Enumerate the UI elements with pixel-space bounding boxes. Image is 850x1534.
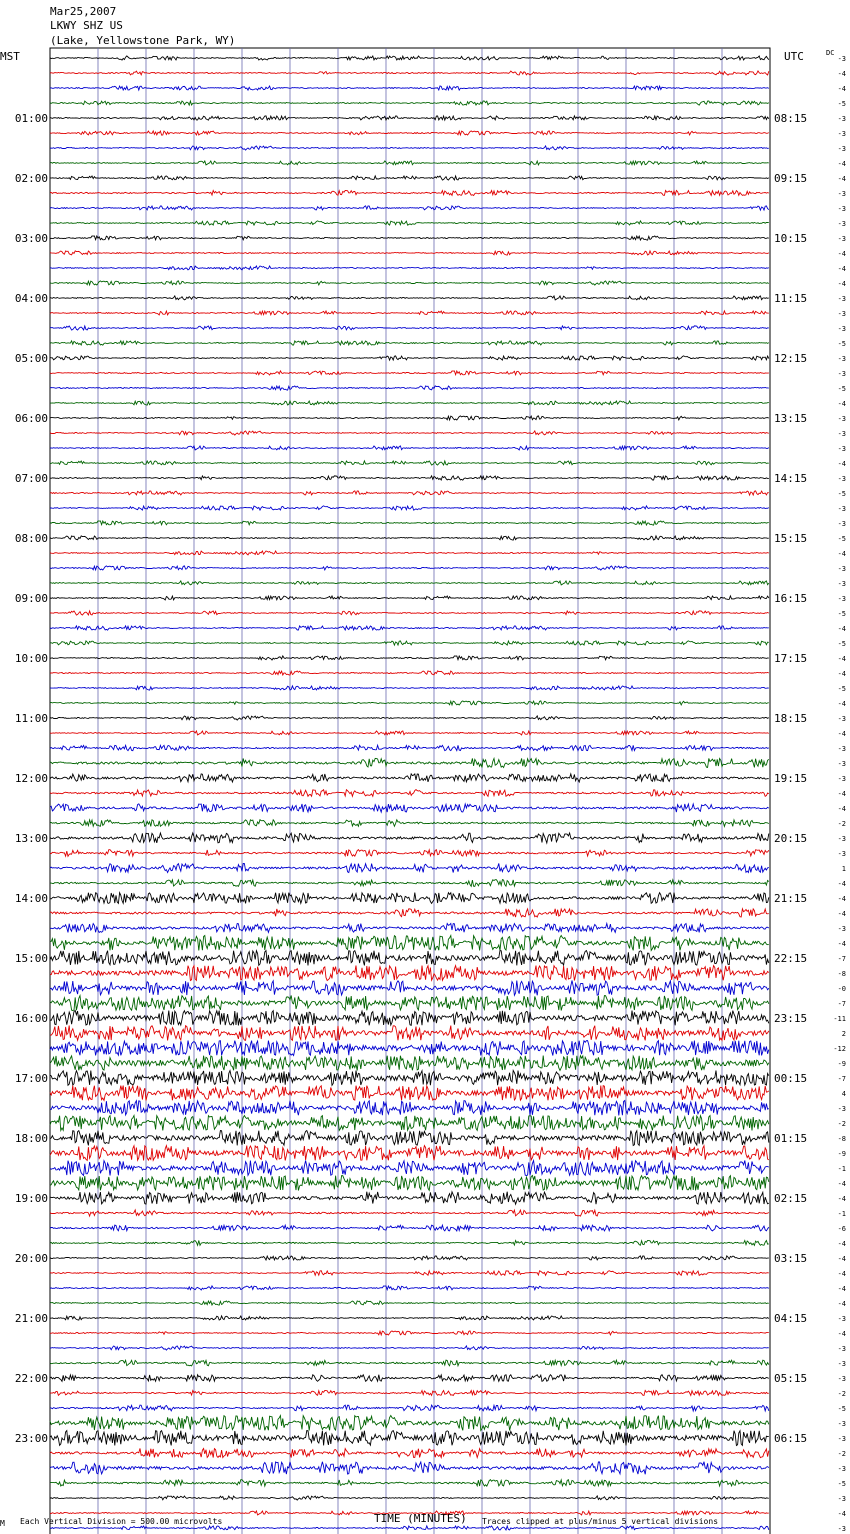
dc-offset-label: -1 [837, 1210, 846, 1218]
seismic-trace [50, 476, 769, 480]
left-time-label: 07:00 [14, 472, 48, 485]
dc-offset-label: -3 [837, 1435, 846, 1443]
dc-offset-label: -3 [837, 520, 846, 528]
seismic-trace [50, 566, 769, 570]
seismic-trace [50, 880, 769, 887]
dc-offset-label: -9 [837, 1150, 846, 1158]
seismic-trace [50, 401, 769, 405]
seismic-trace [50, 701, 769, 705]
seismic-trace [50, 1131, 769, 1146]
dc-offset-label: -2 [837, 820, 846, 828]
dc-offset-label: -4 [837, 805, 846, 813]
left-time-label: 11:00 [14, 712, 48, 725]
left-time-label: 21:00 [14, 1312, 48, 1325]
left-time-label: 20:00 [14, 1252, 48, 1265]
seismic-trace [50, 951, 769, 966]
right-time-label: 04:15 [774, 1312, 808, 1325]
header-date: Mar25,2007 [50, 5, 117, 18]
dc-offset-label: -3 [837, 190, 846, 198]
seismic-trace [50, 161, 769, 165]
dc-offset-label: 1 [841, 865, 846, 873]
seismic-trace [50, 1210, 769, 1216]
seismic-trace [50, 1271, 769, 1276]
seismic-trace [50, 833, 769, 843]
left-time-label: 17:00 [14, 1072, 48, 1085]
dc-offset-label: -4 [837, 400, 846, 408]
seismic-trace [50, 1391, 769, 1396]
dc-offset-label: -3 [837, 505, 846, 513]
seismic-trace [50, 1286, 769, 1290]
dc-offset-label: -3 [837, 1525, 846, 1533]
dc-offset-label: -3 [837, 220, 846, 228]
right-time-label: 19:15 [774, 772, 808, 785]
right-timezone-label: UTC [784, 50, 804, 63]
dc-offset-label: -5 [837, 340, 846, 348]
seismic-trace [50, 551, 769, 555]
right-time-label: 09:15 [774, 172, 808, 185]
seismic-trace [50, 491, 769, 495]
seismic-trace [50, 56, 769, 60]
seismic-trace [50, 893, 769, 904]
seismic-trace [50, 671, 769, 675]
dc-offset-label: -3 [837, 370, 846, 378]
seismic-trace [50, 206, 769, 210]
left-time-label: 15:00 [14, 952, 48, 965]
seismic-trace [50, 521, 769, 525]
dc-offset-label: -3 [837, 1495, 846, 1503]
dc-offset-label: -8 [837, 1135, 846, 1143]
dc-offset-label: -3 [837, 235, 846, 243]
dc-offset-label: -3 [837, 1360, 846, 1368]
seismic-trace [50, 1375, 769, 1382]
dc-offset-label: -1 [837, 1165, 846, 1173]
dc-offset-label: -2 [837, 1450, 846, 1458]
dc-offset-label: -4 [837, 730, 846, 738]
left-timezone-label: MST [0, 50, 20, 63]
scale-note: Each Vertical Division = 500.00 microvolts [20, 1517, 223, 1526]
right-time-label: 02:15 [774, 1192, 808, 1205]
dc-offset-label: -3 [837, 850, 846, 858]
dc-offset-label: -4 [837, 550, 846, 558]
seismic-trace [50, 804, 769, 812]
dc-offset-label: -4 [837, 670, 846, 678]
dc-offset-label: -0 [837, 985, 846, 993]
seismic-trace [50, 1011, 769, 1026]
seismic-trace [50, 1331, 769, 1335]
dc-offset-label: -4 [837, 85, 846, 93]
left-time-label: 02:00 [14, 172, 48, 185]
right-time-label: 06:15 [774, 1432, 808, 1445]
dc-offset-label: -7 [837, 955, 846, 963]
dc-offset-label: -3 [837, 325, 846, 333]
dc-offset-label: -4 [837, 790, 846, 798]
seismic-trace [50, 936, 769, 951]
seismic-trace [50, 371, 769, 375]
dc-offset-label: -4 [837, 70, 846, 78]
seismic-trace [50, 341, 769, 345]
dc-offset-label: -3 [837, 295, 846, 303]
seismic-trace [50, 1448, 769, 1457]
dc-offset-label: -4 [837, 1510, 846, 1518]
dc-offset-label: -3 [837, 565, 846, 573]
seismic-trace [50, 1346, 769, 1350]
dc-offset-label: -3 [837, 745, 846, 753]
left-time-label: 12:00 [14, 772, 48, 785]
seismic-trace [50, 1241, 769, 1246]
dc-offset-label: -7 [837, 1000, 846, 1008]
seismic-trace [50, 1256, 769, 1260]
seismic-trace [50, 101, 769, 105]
left-time-label: 18:00 [14, 1132, 48, 1145]
seismic-trace [50, 1225, 769, 1231]
dc-offset-label: -3 [837, 925, 846, 933]
dc-offset-label: -4 [837, 1180, 846, 1188]
seismic-trace [50, 1526, 769, 1530]
seismic-trace [50, 131, 769, 135]
seismic-trace [50, 716, 769, 720]
dc-offset-label: -3 [837, 130, 846, 138]
seismic-trace [50, 356, 769, 360]
dc-offset-label: -4 [837, 175, 846, 183]
seismic-trace [50, 446, 769, 450]
seismic-trace [50, 1301, 769, 1305]
right-time-label: 14:15 [774, 472, 808, 485]
dc-offset-label: -3 [837, 1105, 846, 1113]
dc-offset-label: -5 [837, 1405, 846, 1413]
right-time-label: 13:15 [774, 412, 808, 425]
right-time-label: 03:15 [774, 1252, 808, 1265]
right-time-label: 22:15 [774, 952, 808, 965]
dc-offset-label: -4 [837, 880, 846, 888]
left-time-label: 06:00 [14, 412, 48, 425]
x-axis-label: TIME (MINUTES) [374, 1512, 467, 1525]
seismic-trace [50, 1462, 769, 1475]
seismic-trace [50, 1416, 769, 1431]
left-time-label: 13:00 [14, 832, 48, 845]
seismic-trace [50, 1146, 769, 1161]
left-time-label: 14:00 [14, 892, 48, 905]
seismic-trace [50, 981, 769, 996]
left-time-label: 19:00 [14, 1192, 48, 1205]
seismic-trace [50, 461, 769, 465]
seismic-trace [50, 311, 769, 315]
seismic-trace [50, 416, 769, 420]
dc-offset-label: -4 [837, 1240, 846, 1248]
dc-offset-label: -3 [837, 355, 846, 363]
dc-offset-label: -3 [837, 775, 846, 783]
dc-offset-label: -12 [833, 1045, 846, 1053]
right-time-label: 00:15 [774, 1072, 808, 1085]
left-time-label: 09:00 [14, 592, 48, 605]
dc-label: DC [826, 49, 835, 57]
dc-offset-label: -5 [837, 385, 846, 393]
right-time-label: 05:15 [774, 1372, 808, 1385]
dc-offset-label: -5 [837, 535, 846, 543]
seismic-trace [50, 909, 769, 917]
seismic-trace [50, 281, 769, 285]
dc-offset-label: -2 [837, 1120, 846, 1128]
seismic-trace [50, 641, 769, 645]
seismic-trace [50, 116, 769, 120]
dc-offset-label: -3 [837, 1375, 846, 1383]
dc-offset-label: -4 [837, 160, 846, 168]
seismic-trace [50, 146, 769, 150]
seismic-trace [50, 863, 769, 872]
dc-offset-label: -4 [837, 460, 846, 468]
left-time-label: 10:00 [14, 652, 48, 665]
dc-offset-label: -3 [837, 445, 846, 453]
right-time-label: 10:15 [774, 232, 808, 245]
seismic-trace [50, 326, 769, 330]
header-location: (Lake, Yellowstone Park, WY) [50, 34, 236, 47]
dc-offset-label: -3 [837, 55, 846, 63]
dc-offset-label: -4 [837, 1330, 846, 1338]
seismic-trace [50, 1192, 769, 1205]
seismic-trace [50, 966, 769, 981]
seismic-trace [50, 266, 769, 270]
left-time-label: 22:00 [14, 1372, 48, 1385]
dc-offset-label: -4 [837, 1270, 846, 1278]
dc-offset-label: -6 [837, 1225, 846, 1233]
dc-offset-label: -5 [837, 1480, 846, 1488]
dc-offset-label: -4 [837, 700, 846, 708]
dc-offset-label: 4 [841, 1090, 846, 1098]
seismic-trace [50, 611, 769, 615]
header-station: LKWY SHZ US [50, 19, 123, 32]
dc-offset-label: -3 [837, 145, 846, 153]
seismic-trace [50, 1480, 769, 1487]
seismic-trace [50, 1176, 769, 1191]
clip-note: Traces clipped at plus/minus 5 vertical divisions [482, 1517, 719, 1526]
dc-offset-label: -7 [837, 1075, 846, 1083]
seismic-trace [50, 626, 769, 630]
dc-offset-label: -3 [837, 115, 846, 123]
seismic-trace [50, 251, 769, 255]
right-time-label: 23:15 [774, 1012, 808, 1025]
dc-offset-label: -3 [837, 205, 846, 213]
seismic-trace [50, 924, 769, 933]
right-time-label: 11:15 [774, 292, 808, 305]
seismic-trace [50, 850, 769, 857]
dc-offset-label: -4 [837, 1285, 846, 1293]
dc-offset-label: -4 [837, 655, 846, 663]
dc-offset-label: -3 [837, 475, 846, 483]
dc-offset-label: -3 [837, 415, 846, 423]
right-time-label: 08:15 [774, 112, 808, 125]
dc-offset-label: -4 [837, 895, 846, 903]
seismic-trace [50, 1116, 769, 1131]
seismic-trace [50, 176, 769, 180]
seismic-traces [50, 56, 769, 1534]
dc-offset-label: 2 [841, 1030, 846, 1038]
right-time-label: 12:15 [774, 352, 808, 365]
seismic-trace [50, 1316, 769, 1320]
right-time-label: 16:15 [774, 592, 808, 605]
right-time-labels [774, 112, 807, 1445]
dc-offset-label: -3 [837, 1345, 846, 1353]
seismic-trace [50, 1161, 769, 1176]
seismic-trace [50, 745, 769, 750]
seismic-trace [50, 1086, 769, 1101]
dc-offset-label: -11 [833, 1015, 846, 1023]
dc-offset-label: -4 [837, 280, 846, 288]
seismic-trace [50, 1101, 769, 1116]
dc-offset-label: -4 [837, 250, 846, 258]
seismic-trace [50, 191, 769, 196]
dc-offset-label: -5 [837, 640, 846, 648]
left-time-label: 23:00 [14, 1432, 48, 1445]
left-time-label: 01:00 [14, 112, 48, 125]
left-time-label: 08:00 [14, 532, 48, 545]
seismic-trace [50, 431, 769, 435]
right-time-label: 01:15 [774, 1132, 808, 1145]
seismic-trace [50, 86, 769, 90]
corner-mark: M [0, 1519, 5, 1528]
dc-offset-label: -5 [837, 610, 846, 618]
dc-offset-label: -8 [837, 970, 846, 978]
dc-offset-label: -2 [837, 1390, 846, 1398]
seismic-trace [50, 581, 769, 585]
seismic-trace [50, 1026, 769, 1041]
dc-offset-label: -3 [837, 310, 846, 318]
seismic-trace [50, 536, 769, 540]
dc-offset-label: -3 [837, 835, 846, 843]
left-time-label: 03:00 [14, 232, 48, 245]
seismic-trace [50, 221, 769, 225]
seismic-trace [50, 996, 769, 1011]
dc-offset-label: -9 [837, 1060, 846, 1068]
dc-offset-label: -4 [837, 1255, 846, 1263]
left-time-labels [15, 112, 48, 1445]
dc-offset-label: -5 [837, 685, 846, 693]
seismic-trace [50, 820, 769, 827]
left-time-label: 16:00 [14, 1012, 48, 1025]
right-time-label: 20:15 [774, 832, 808, 845]
dc-offset-label: -5 [837, 100, 846, 108]
seismic-trace [50, 596, 769, 600]
dc-offset-label: -3 [837, 430, 846, 438]
seismic-trace [50, 774, 769, 782]
dc-offset-label: -3 [837, 1420, 846, 1428]
left-time-label: 05:00 [14, 352, 48, 365]
seismic-trace [50, 1071, 769, 1086]
dc-offset-label: -4 [837, 265, 846, 273]
right-time-label: 21:15 [774, 892, 808, 905]
seismic-trace [50, 686, 769, 690]
dc-offset-label: -4 [837, 625, 846, 633]
seismic-trace [50, 1405, 769, 1411]
dc-offset-label: -3 [837, 760, 846, 768]
dc-offset-label: -4 [837, 1195, 846, 1203]
dc-offset-label: -4 [837, 910, 846, 918]
left-time-label: 04:00 [14, 292, 48, 305]
seismic-trace [50, 236, 769, 240]
seismic-trace [50, 790, 769, 797]
seismic-trace [50, 506, 769, 510]
dc-offset-label: -3 [837, 1315, 846, 1323]
seismic-trace [50, 1360, 769, 1366]
dc-offset-labels [826, 49, 846, 1534]
seismic-trace [50, 296, 769, 300]
seismic-trace [50, 1496, 769, 1500]
right-time-label: 18:15 [774, 712, 808, 725]
seismic-trace [50, 1056, 769, 1071]
right-time-label: 15:15 [774, 532, 808, 545]
seismic-trace [50, 1431, 769, 1446]
right-time-label: 17:15 [774, 652, 808, 665]
seismic-trace [50, 1041, 769, 1056]
dc-offset-label: -4 [837, 940, 846, 948]
seismic-trace [50, 731, 769, 735]
dc-offset-label: -3 [837, 715, 846, 723]
seismic-trace [50, 386, 769, 390]
dc-offset-label: -3 [837, 595, 846, 603]
dc-offset-label: -3 [837, 1465, 846, 1473]
dc-offset-label: -4 [837, 1300, 846, 1308]
dc-offset-label: -5 [837, 490, 846, 498]
seismic-trace [50, 656, 769, 660]
dc-offset-label: -3 [837, 580, 846, 588]
seismic-trace [50, 71, 769, 75]
seismic-trace [50, 758, 769, 767]
